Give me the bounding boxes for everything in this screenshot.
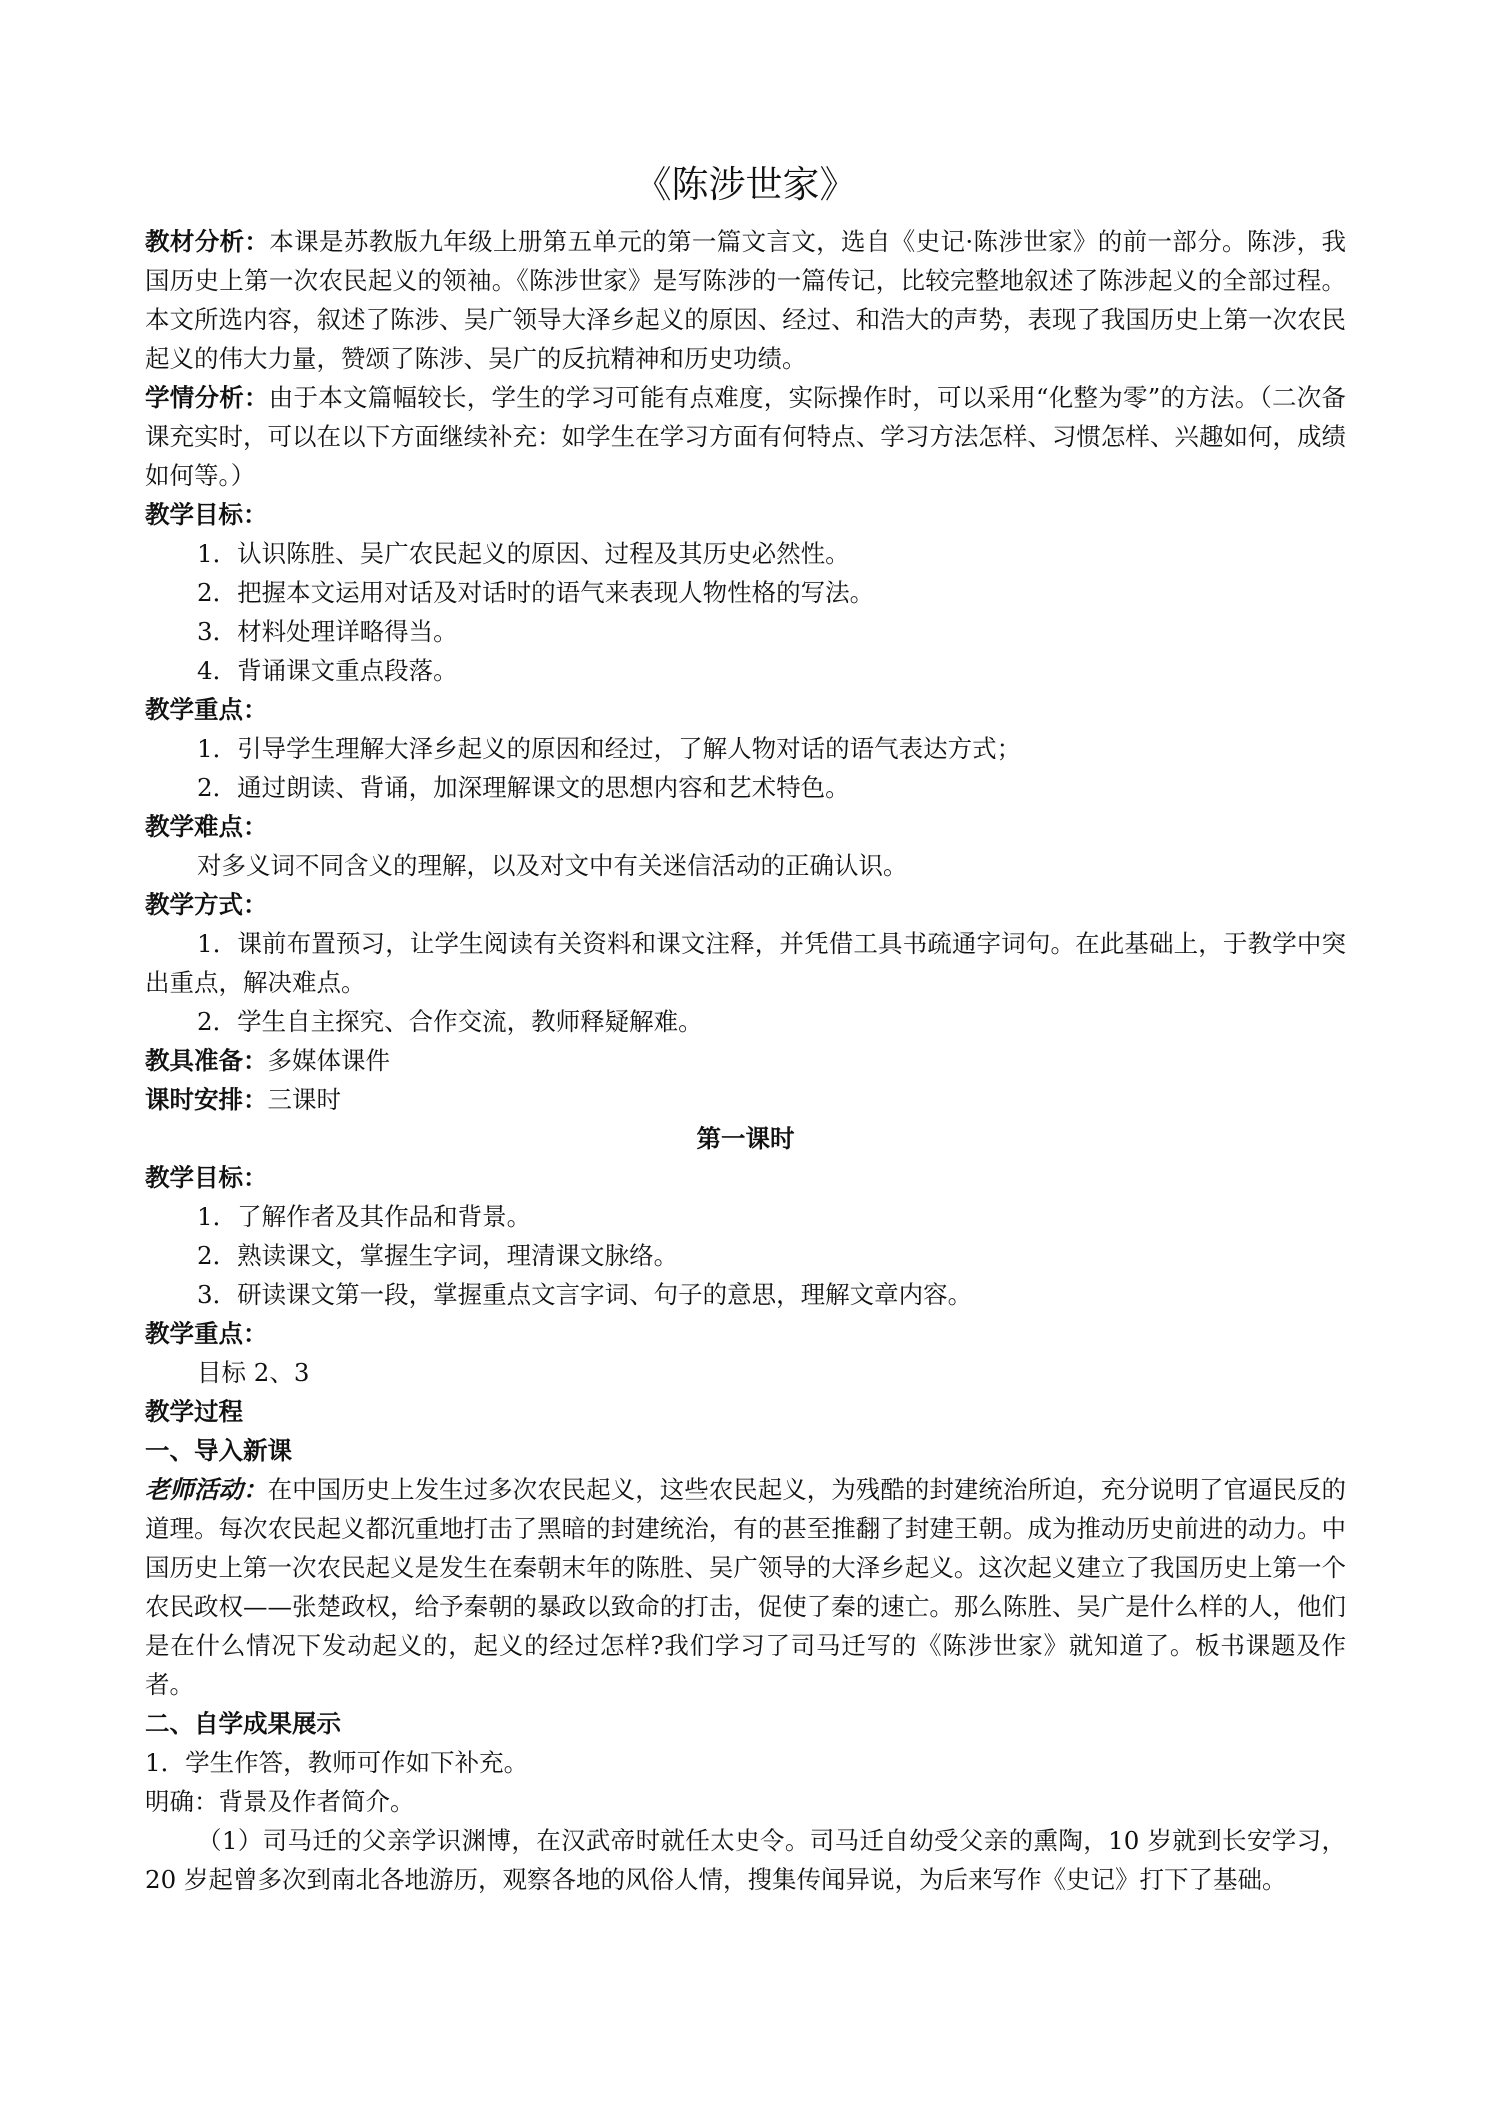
learner-analysis-text: 由于本文篇幅较长，学生的学习可能有点难度，实际操作时，可以采用“化整为零”的方法。（二次备课充实时，可以在以下方面继续补充：如学生在学习方面有何特点、学习方法怎样、习惯怎样、兴趣如何，成绩如何等。） xyxy=(145,383,1347,490)
goal-item: 2．把握本文运用对话及对话时的语气来表现人物性格的写法。 xyxy=(197,578,875,607)
section1-heading: 一、导入新课 xyxy=(145,1436,292,1465)
lesson1-goal-item: 2．熟读课文，掌握生字词，理清课文脉络。 xyxy=(197,1241,679,1270)
material-analysis-text: 本课是苏教版九年级上册第五单元的第一篇文言文，选自《史记·陈涉世家》的前一部分。陈涉，我国历史上第一次农民起义的领袖。《陈涉世家》是写陈涉的一篇传记，比较完整地叙述了陈涉起义的全部过程。本文所选内容，叙述了陈涉、吴广领导大泽乡起义的原因、经过、和浩大的声势，表现了我国历史上第一次农民起义的伟大力量，赞颂了陈涉、吴广的反抗精神和历史功绩。 xyxy=(145,227,1346,373)
schedule-label: 课时安排： xyxy=(145,1085,268,1114)
lesson1-goals-heading: 教学目标： xyxy=(145,1163,268,1192)
teacher-activity-text: 在中国历史上发生过多次农民起义，这些农民起义，为残酷的封建统治所迫，充分说明了官逼民反的道理。每次农民起义都沉重地打击了黑暗的封建统治，有的甚至推翻了封建王朝。成为推动历史前进的动力。中国历史上第一次农民起义是发生在秦朝末年的陈胜、吴广领导的大泽乡起义。这次起义建立了我国历史上第一个农民政权——张楚政权，给予秦朝的暴政以致命的打击，促使了秦的速亡。那么陈胜、吴广是什么样的人，他们是在什么情况下发动起义的，起义的经过怎样?我们学习了司马迁写的《陈涉世家》就知道了。板书课题及作者。 xyxy=(145,1475,1347,1699)
goal-item: 3．材料处理详略得当。 xyxy=(197,617,458,646)
material-analysis xyxy=(145,222,1346,378)
lesson1-heading: 第一课时 xyxy=(696,1124,795,1153)
teacher-activity xyxy=(145,1470,1346,1704)
key-points-heading: 教学重点： xyxy=(145,695,268,724)
goal-item: 1．认识陈胜、吴广农民起义的原因、过程及其历史必然性。 xyxy=(197,539,850,568)
learner-analysis xyxy=(145,378,1346,495)
schedule-line xyxy=(145,1080,1346,1119)
process-heading: 教学过程 xyxy=(145,1397,243,1426)
teacher-activity-label: 老师活动： xyxy=(145,1475,268,1504)
lesson1-goal-item: 1．了解作者及其作品和背景。 xyxy=(197,1202,532,1231)
difficulties-heading: 教学难点： xyxy=(145,812,268,841)
difficulties-text: 对多义词不同含义的理解，以及对文中有关迷信活动的正确认识。 xyxy=(197,851,908,880)
document-title: 《陈涉世家》 xyxy=(634,163,857,206)
tools-line xyxy=(145,1041,1346,1080)
tools-label: 教具准备： xyxy=(145,1046,268,1075)
section2-line: 明确：背景及作者简介。 xyxy=(145,1787,415,1816)
tools-text: 多媒体课件 xyxy=(267,1046,390,1075)
lesson1-key-text: 目标 2、3 xyxy=(197,1358,310,1387)
author-intro-paragraph: （1）司马迁的父亲学识渊博，在汉武帝时就任太史令。司马迁自幼受父亲的熏陶，10 岁就到长安学习，20 岁起曾多次到南北各地游历，观察各地的风俗人情，搜集传闻异说，为后来写作《史记》打下了基础。 xyxy=(145,1826,1346,1894)
lesson1-goal-item: 3．研读课文第一段，掌握重点文言字词、句子的意思，理解文章内容。 xyxy=(197,1280,973,1309)
lesson1-key-heading: 教学重点： xyxy=(145,1319,268,1348)
goal-item: 4．背诵课文重点段落。 xyxy=(197,656,458,685)
schedule-text: 三课时 xyxy=(267,1085,341,1114)
method-item: 1．课前布置预习，让学生阅读有关资料和课文注释，并凭借工具书疏通字词句。在此基础上，于教学中突出重点，解决难点。 xyxy=(145,929,1346,997)
learner-analysis-label: 学情分析： xyxy=(145,383,269,412)
section2-heading: 二、自学成果展示 xyxy=(145,1709,341,1738)
key-point-item: 2．通过朗读、背诵，加深理解课文的思想内容和艺术特色。 xyxy=(197,773,850,802)
material-analysis-label: 教材分析： xyxy=(145,227,270,256)
section2-line: 1．学生作答，教师可作如下补充。 xyxy=(145,1748,529,1777)
methods-heading: 教学方式： xyxy=(145,890,268,919)
goals-heading: 教学目标： xyxy=(145,500,268,529)
method-item: 2．学生自主探究、合作交流，教师释疑解难。 xyxy=(197,1007,703,1036)
key-point-item: 1．引导学生理解大泽乡起义的原因和经过，了解人物对话的语气表达方式； xyxy=(197,734,1022,763)
